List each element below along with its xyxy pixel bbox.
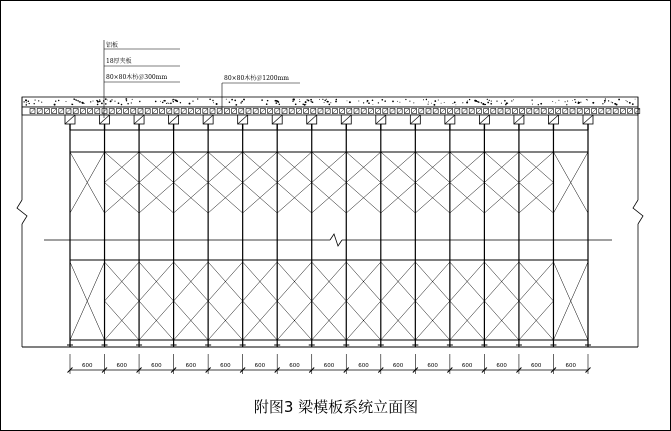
slab-aggregate-dot: [363, 102, 364, 103]
slab-aggregate-dot: [277, 100, 279, 102]
slab-aggregate-dot: [413, 102, 414, 103]
slab-aggregate-dot: [234, 100, 236, 102]
slab-aggregate-dot: [511, 100, 512, 101]
slab-aggregate-dot: [485, 104, 486, 105]
slab-aggregate-dot: [612, 102, 613, 103]
slab-aggregate-dot: [452, 103, 453, 104]
slab-aggregate-dot: [335, 101, 337, 103]
slab-aggregate-dot: [168, 103, 169, 104]
slab-aggregate-dot: [80, 102, 81, 103]
slab-aggregate-dot: [139, 101, 140, 102]
slab-aggregate-dot: [83, 103, 84, 104]
slab-aggregate-dot: [125, 98, 127, 100]
dimension-label: 600: [220, 363, 231, 369]
slab-aggregate-dot: [614, 103, 616, 105]
slab-aggregate-dot: [506, 102, 508, 104]
slab-aggregate-dot: [226, 99, 227, 100]
slab-aggregate-dot: [627, 101, 628, 102]
slab-aggregate-dot: [630, 103, 631, 104]
concrete-slab: [22, 97, 638, 107]
dimension-label: 600: [289, 363, 300, 369]
slab-aggregate-dot: [481, 102, 482, 103]
slab-aggregate-dot: [572, 100, 573, 101]
slab-aggregate-dot: [604, 102, 605, 103]
dimension-label: 600: [323, 363, 335, 369]
slab-aggregate-dot: [444, 102, 445, 103]
slab-aggregate-dot: [305, 101, 307, 103]
slab-aggregate-dot: [66, 101, 67, 102]
slab-aggregate-dot: [97, 100, 98, 101]
dimension-label: 600: [427, 363, 438, 369]
slab-aggregate-dot: [578, 102, 580, 104]
slab-aggregate-dot: [324, 102, 325, 103]
slab-aggregate-dot: [213, 102, 214, 103]
slab-aggregate-dot: [176, 100, 178, 102]
slab-aggregate-dot: [126, 100, 127, 101]
slab-aggregate-dot: [604, 100, 606, 102]
slab-aggregate-dot: [23, 101, 24, 102]
slab-aggregate-dot: [118, 102, 120, 104]
slab-aggregate-dot: [586, 99, 587, 100]
dimension-label: 600: [116, 363, 128, 369]
dimension-label: 600: [565, 363, 576, 369]
slab-aggregate-dot: [28, 100, 30, 102]
slab-aggregate-dot: [266, 103, 268, 105]
slab-aggregate-dot: [229, 102, 230, 103]
slab-aggregate-dot: [575, 102, 576, 103]
slab-aggregate-dot: [330, 102, 331, 103]
slab-aggregate-dot: [261, 99, 263, 101]
slab-aggregate-dot: [632, 103, 634, 105]
slab-aggregate-dot: [292, 101, 293, 102]
slab-aggregate-dot: [532, 104, 533, 105]
horizontal-ledgers: [70, 130, 588, 340]
dimension-label: 600: [496, 363, 507, 369]
slab-aggregate-dot: [82, 103, 83, 104]
figure-caption: 附图3 梁模板系统立面图: [253, 398, 419, 416]
slab-aggregate-dot: [372, 100, 374, 102]
dimension-line: [68, 354, 591, 374]
right-break-mark: [633, 97, 643, 347]
slab-aggregate-dot: [469, 99, 470, 100]
slab-aggregate-dot: [587, 99, 588, 100]
dimension-label: 600: [358, 363, 369, 369]
slab-aggregate-dot: [197, 98, 198, 99]
slab-aggregate-dot: [462, 102, 463, 103]
label-joist-small: 80×80木枋＠300mm: [106, 74, 168, 81]
slab-aggregate-dot: [240, 102, 242, 104]
slab-aggregate-dot: [105, 103, 107, 105]
slab-aggregate-dot: [513, 99, 514, 100]
slab-aggregate-dot: [55, 101, 56, 102]
slab-aggregate-dot: [558, 100, 559, 101]
slab-aggregate-dot: [311, 101, 312, 102]
slab-aggregate-dot: [392, 101, 394, 103]
slab-aggregate-dot: [319, 99, 320, 100]
slab-aggregate-dot: [58, 100, 59, 101]
slab-aggregate-dot: [423, 99, 424, 100]
slab-aggregate-dot: [496, 100, 497, 101]
left-break-mark: [17, 97, 27, 347]
slab-aggregate-dot: [426, 99, 427, 100]
dimension-label: 600: [185, 363, 197, 369]
slab-aggregate-dot: [489, 100, 490, 101]
slab-aggregate-dot: [349, 101, 351, 103]
slab-aggregate-dot: [162, 102, 164, 104]
dimension-label: 600: [82, 363, 93, 369]
slab-aggregate-dot: [299, 99, 300, 100]
center-break-line: [44, 234, 612, 246]
slab-aggregate-dot: [324, 100, 326, 102]
slab-aggregate-dot: [110, 100, 112, 102]
slab-aggregate-dot: [235, 104, 237, 106]
slab-aggregate-dot: [635, 99, 636, 100]
slab-aggregate-dot: [487, 102, 489, 104]
slab-aggregate-dot: [466, 102, 468, 104]
slab-aggregate-dot: [121, 104, 123, 106]
slab-aggregate-dot: [174, 99, 175, 100]
slab-aggregate-dot: [566, 104, 567, 105]
slab-aggregate-dot: [552, 101, 553, 102]
slab-aggregate-dot: [111, 99, 112, 100]
slab-aggregate-dot: [616, 104, 617, 105]
slab-aggregate-dot: [368, 102, 370, 104]
slab-aggregate-dot: [467, 100, 468, 101]
slab-aggregate-dot: [336, 99, 338, 101]
slab-aggregate-dot: [189, 103, 191, 105]
slab-aggregate-dot: [79, 102, 80, 103]
slab-aggregate-dot: [431, 103, 432, 104]
slab-aggregate-dot: [304, 104, 306, 106]
slab-aggregate-dot: [580, 102, 581, 103]
slab-aggregate-dot: [127, 103, 128, 104]
label-slab: 铝板: [106, 42, 119, 49]
slab-aggregate-dot: [78, 101, 79, 102]
slab-aggregate-dot: [328, 104, 330, 106]
slab-aggregate-dot: [99, 100, 101, 102]
slab-aggregate-dot: [367, 100, 369, 102]
slab-aggregate-dot: [399, 102, 400, 103]
slab-aggregate-dot: [434, 100, 436, 102]
slab-aggregate-dot: [93, 101, 94, 102]
slab-aggregate-dot: [180, 102, 181, 103]
slab-aggregate-dot: [605, 98, 606, 99]
slab-aggregate-dot: [163, 100, 164, 101]
slab-aggregate-dot: [26, 104, 28, 106]
slab-aggregate-dot: [428, 101, 429, 102]
slab-aggregate-dot: [170, 103, 172, 105]
slab-aggregate-dot: [433, 104, 435, 106]
slab-aggregate-dot: [491, 101, 492, 102]
slab-aggregate-dot: [327, 101, 328, 102]
slab-aggregate-dot: [276, 102, 278, 104]
slab-aggregate-dot: [38, 100, 39, 101]
slab-aggregate-dot: [295, 103, 297, 105]
dimension-label: 600: [254, 363, 266, 369]
slab-aggregate-dot: [555, 103, 556, 104]
slab-aggregate-dot: [131, 102, 132, 103]
slab-aggregate-dot: [90, 101, 91, 102]
slab-aggregate-dot: [565, 101, 566, 102]
slab-aggregate-dot: [101, 102, 103, 104]
slab-aggregate-dot: [538, 104, 539, 105]
slab-aggregate-dot: [602, 103, 603, 104]
slab-aggregate-dot: [592, 102, 594, 104]
dimension-label: 600: [530, 363, 542, 369]
slab-aggregate-dot: [347, 100, 348, 101]
slab-aggregate-dot: [384, 100, 386, 102]
slab-aggregate-dot: [243, 99, 245, 101]
slab-aggregate-dot: [397, 101, 398, 102]
slab-aggregate-dot: [456, 105, 457, 106]
slab-aggregate-dot: [372, 104, 373, 105]
slab-aggregate-dot: [454, 102, 456, 104]
slab-aggregate-dot: [25, 99, 27, 101]
slab-aggregate-dot: [505, 104, 506, 105]
slab-aggregate-dot: [441, 103, 442, 104]
slab-aggregate-dot: [305, 104, 306, 105]
slab-aggregate-dot: [358, 101, 359, 102]
slab-aggregate-dot: [501, 103, 502, 104]
label-plywood: 18厚夹板: [106, 58, 132, 65]
slab-aggregate-dot: [26, 102, 27, 103]
slab-aggregate-dot: [167, 103, 168, 104]
slab-aggregate-dot: [54, 104, 56, 106]
slab-aggregate-dot: [483, 104, 485, 106]
slab-aggregate-dot: [35, 100, 36, 101]
slab-aggregate-dot: [378, 102, 379, 103]
slab-aggregate-dot: [428, 104, 429, 105]
slab-aggregate-dot: [209, 98, 211, 100]
slab-aggregate-dot: [608, 100, 609, 101]
slab-aggregate-dot: [105, 98, 107, 100]
slab-aggregate-dot: [172, 100, 173, 101]
slab-aggregate-dot: [279, 104, 280, 105]
slab-aggregate-dot: [76, 100, 77, 101]
slab-aggregate-dot: [299, 101, 300, 102]
slab-aggregate-dot: [531, 99, 532, 100]
slab-aggregate-dot: [574, 99, 575, 100]
slab-aggregate-dot: [99, 99, 100, 100]
slab-aggregate-dot: [611, 102, 612, 103]
slab-aggregate-dot: [322, 99, 323, 100]
slab-aggregate-dot: [107, 100, 108, 101]
slab-aggregate-dot: [72, 104, 73, 105]
dimension-label: 600: [151, 363, 162, 369]
slab-aggregate-dot: [160, 101, 161, 102]
slab-aggregate-dot: [326, 99, 327, 100]
slab-aggregate-dot: [97, 104, 99, 106]
shoring-posts: [65, 115, 593, 347]
slab-aggregate-dot: [475, 100, 477, 102]
cross-bracing: [70, 152, 588, 340]
slab-aggregate-dot: [74, 99, 75, 100]
slab-aggregate-dot: [292, 99, 294, 101]
slab-aggregate-dot: [310, 99, 312, 101]
slab-aggregate-dot: [438, 99, 439, 100]
slab-aggregate-dot: [405, 99, 406, 100]
slab-aggregate-dot: [312, 101, 314, 103]
label-joist-large: 80×80木枋＠1200mm: [224, 75, 289, 82]
slab-aggregate-dot: [155, 101, 157, 103]
slab-aggregate-dot: [173, 101, 174, 102]
slab-aggregate-dot: [504, 100, 506, 102]
slab-aggregate-dot: [540, 103, 542, 105]
slab-aggregate-dot: [231, 99, 233, 101]
slab-aggregate-dot: [114, 101, 115, 102]
slab-aggregate-dot: [381, 99, 383, 101]
slab-aggregate-dot: [267, 100, 269, 102]
slab-aggregate-dot: [478, 101, 479, 102]
plywood-hatch-band: [22, 107, 640, 115]
slab-aggregate-dot: [216, 103, 218, 105]
slab-aggregate-dot: [308, 100, 310, 102]
slab-aggregate-dot: [567, 101, 568, 102]
slab-aggregate-dot: [618, 99, 620, 101]
slab-aggregate-dot: [409, 101, 410, 102]
slab-aggregate-dot: [34, 103, 35, 104]
slab-aggregate-dot: [192, 101, 193, 102]
slab-aggregate-dot: [241, 101, 243, 103]
dimension-label: 600: [461, 363, 473, 369]
slab-aggregate-dot: [132, 99, 133, 100]
dimension-label: 600: [392, 363, 404, 369]
slab-aggregate-dot: [490, 103, 492, 105]
slab-aggregate-dot: [29, 103, 30, 104]
slab-aggregate-dot: [166, 103, 167, 104]
slab-aggregate-dot: [41, 102, 42, 103]
slab-aggregate-dot: [487, 99, 488, 100]
slab-aggregate-dot: [626, 100, 627, 101]
slab-aggregate-dot: [212, 100, 213, 101]
